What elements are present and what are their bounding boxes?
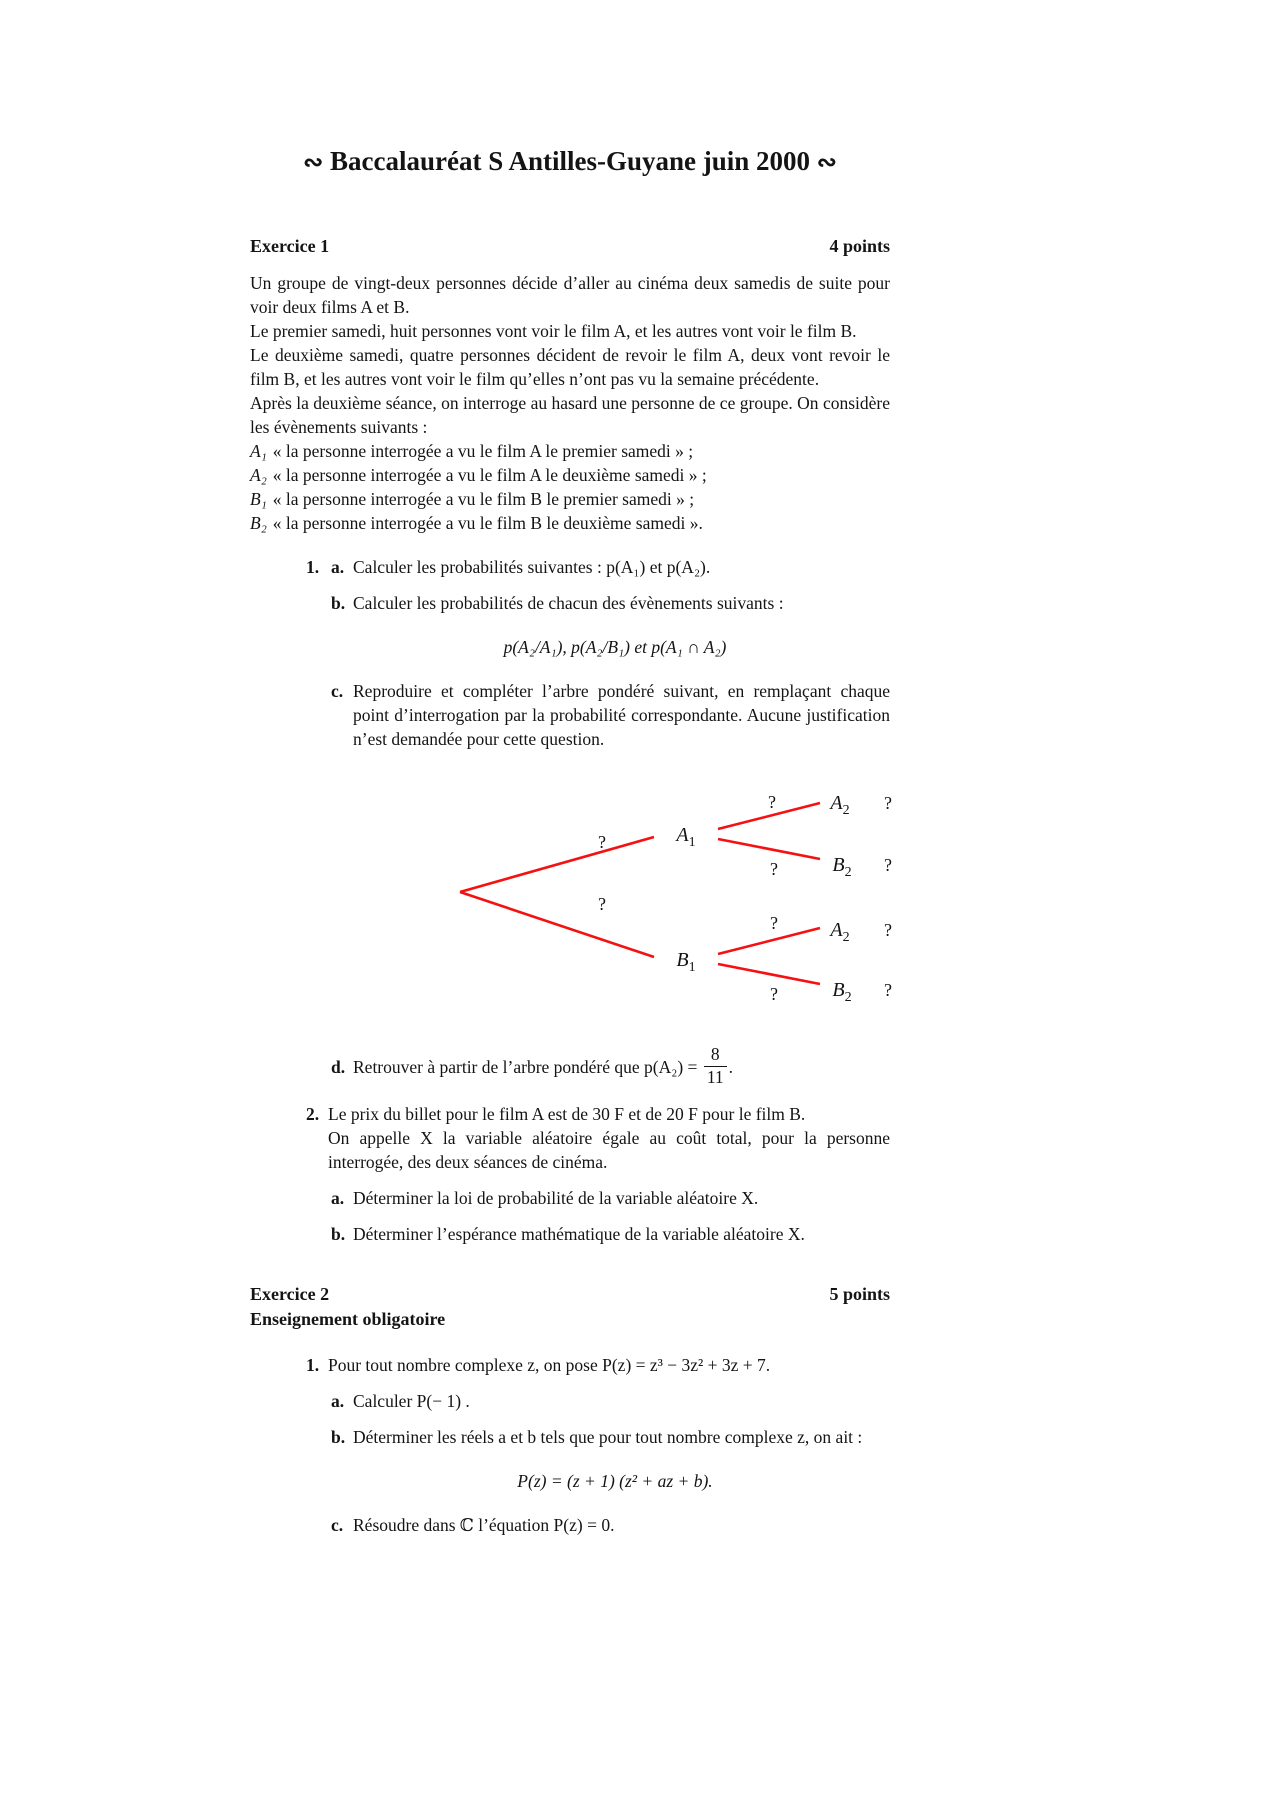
- item-text: Résoudre dans ℂ l’équation P(z) = 0.: [353, 1515, 615, 1535]
- ex2-item-1a: [331, 1389, 890, 1413]
- tree-svg: [430, 777, 910, 1012]
- fraction-8-11: [704, 1046, 727, 1086]
- question-mark-b1-a2: ?: [770, 913, 778, 933]
- question-mark-a1-a2: ?: [768, 792, 776, 812]
- intro-paragraph: Un groupe de vingt-deux personnes décide d’aller au cinéma deux samedis de suite pour voir deux films A et B.: [250, 273, 890, 317]
- event-label-a2: A₂: [250, 465, 267, 485]
- question-mark-root-b1: ?: [598, 894, 606, 914]
- exercise1-points: 4 points: [829, 236, 890, 256]
- event-label-a1: A₁: [250, 441, 267, 461]
- left-ornament-icon: ∾: [303, 150, 324, 176]
- branch-a1-b2: [718, 839, 820, 859]
- fraction-numerator: 8: [710, 1044, 720, 1064]
- item-text: [328, 1102, 890, 1174]
- item-letter: b.: [331, 593, 346, 613]
- question-mark-a1-b2: ?: [770, 859, 778, 879]
- item-text: Calculer les probabilités suivantes : p(A₁) et p(A₂).: [353, 557, 711, 577]
- event-definition-a1: [250, 439, 890, 463]
- item-text: Déterminer la loi de probabilité de la variable aléatoire X.: [353, 1188, 759, 1208]
- item-text: Pour tout nombre complexe z, on pose P(z) = z³ − 3z² + 3z + 7.: [328, 1355, 771, 1375]
- event-definition-a2: [250, 463, 890, 487]
- probability-tree-diagram: [430, 777, 910, 1012]
- item-number: 1.: [306, 557, 320, 577]
- item-text: [353, 1046, 890, 1086]
- event-definition-b2: [250, 511, 890, 535]
- intro-paragraph: Le premier samedi, huit personnes vont voir le film A, et les autres vont voir le film B.: [250, 321, 857, 341]
- tree-leaf-b2-bottom: $B_2$: [832, 979, 852, 1005]
- fraction-denominator: 11: [704, 1066, 727, 1087]
- item-2: [306, 1102, 890, 1174]
- item-letter: b.: [331, 1224, 346, 1244]
- question-mark-leaf-a2-lower: ?: [884, 920, 892, 940]
- item-text: Déterminer les réels a et b tels que pour tout nombre complexe z, on ait :: [353, 1427, 863, 1447]
- event-definition-b1: [250, 487, 890, 511]
- tree-leaf-a2-top: $A_2$: [830, 792, 850, 818]
- item-1c: [331, 679, 890, 751]
- ex2-item-1b: [331, 1425, 890, 1449]
- event-text: « la personne interrogée a vu le film B le deuxième samedi ».: [272, 513, 703, 533]
- exercise2-points: 5 points: [829, 1284, 890, 1304]
- event-text: « la personne interrogée a vu le film A le deuxième samedi » ;: [272, 465, 707, 485]
- item-text: Reproduire et compléter l’arbre pondéré suivant, en remplaçant chaque point d’interrogation par la probabilité correspondante. Aucune justification n’est demandée pour cette question.: [353, 681, 890, 749]
- item-text-before: Retrouver à partir de l’arbre pondéré que p(A₂) =: [353, 1056, 702, 1077]
- branch-b1-b2: [718, 964, 820, 984]
- question-mark-root-a1: ?: [598, 832, 606, 852]
- item-letter: a.: [331, 1391, 345, 1411]
- question-mark-b1-b2: ?: [770, 984, 778, 1004]
- tree-node-b1: $B_1$: [676, 949, 696, 975]
- item-1d: [331, 1046, 890, 1086]
- event-text: « la personne interrogée a vu le film B le premier samedi » ;: [272, 489, 695, 509]
- polynomial-factorisation-formula: P(z) = (z + 1) (z² + az + b).: [517, 1471, 713, 1491]
- item-letter: b.: [331, 1427, 346, 1447]
- item-text-after: .: [728, 1056, 734, 1077]
- probability-formula: p(A₂/A₁), p(A₂/B₁) et p(A₁ ∩ A₂): [503, 637, 727, 657]
- item-letter: a.: [331, 557, 345, 577]
- exercise1-heading: Exercice 1: [250, 236, 330, 256]
- exercise2-header: [250, 1282, 890, 1306]
- branch-root-a1: [460, 837, 654, 892]
- tree-leaf-a2-lower: $A_2$: [830, 919, 850, 945]
- item-letter: c.: [331, 681, 344, 701]
- question-mark-leaf-a2-top: ?: [884, 793, 892, 813]
- branch-b1-a2: [718, 928, 820, 954]
- page-title-text: Baccalauréat S Antilles-Guyane juin 2000: [329, 146, 810, 176]
- item-number: 2.: [306, 1104, 320, 1124]
- item-letter: c.: [331, 1515, 344, 1535]
- item-letter: d.: [331, 1056, 346, 1077]
- item-2-line1: Le prix du billet pour le film A est de 30 F et de 20 F pour le film B.: [328, 1104, 806, 1124]
- item-text: Déterminer l’espérance mathématique de la variable aléatoire X.: [353, 1224, 805, 1244]
- branch-root-b1: [460, 892, 654, 957]
- intro-paragraph: Le deuxième samedi, quatre personnes décident de revoir le film A, deux vont revoir le film B, et les autres vont voir le film qu’elles n’ont pas vu la semaine précédente.: [250, 345, 890, 389]
- event-label-b1: B₁: [250, 489, 267, 509]
- item-1a: [306, 555, 890, 579]
- item-text: Calculer les probabilités de chacun des évènements suivants :: [353, 593, 784, 613]
- question-mark-leaf-b2-upper: ?: [884, 855, 892, 875]
- ex2-item-1c: [331, 1513, 890, 1537]
- intro-paragraph: Après la deuxième séance, on interroge au hasard une personne de ce groupe. On considère les évènements suivants :: [250, 393, 890, 437]
- item-2a: [331, 1186, 890, 1210]
- exercise2-subheading: Enseignement obligatoire: [250, 1309, 446, 1329]
- item-2b: [331, 1222, 890, 1246]
- tree-node-a1: $A_1$: [676, 824, 696, 850]
- item-1b: [331, 591, 890, 615]
- item-2-line2: On appelle X la variable aléatoire égale au coût total, pour la personne interrogée, des deux séances de cinéma.: [328, 1128, 890, 1172]
- event-label-b2: B₂: [250, 513, 267, 533]
- text-column: [250, 146, 890, 1537]
- exercise2-heading: Exercice 2: [250, 1284, 330, 1304]
- item-text: Calculer P(− 1) .: [353, 1391, 470, 1411]
- item-number: 1.: [306, 1355, 320, 1375]
- page-title: [250, 146, 890, 178]
- ex2-item-1: [306, 1353, 890, 1377]
- right-ornament-icon: ∾: [816, 150, 837, 176]
- item-letter: a.: [331, 1188, 345, 1208]
- tree-leaf-b2-upper: $B_2$: [832, 854, 852, 880]
- exercise1-intro: [250, 271, 890, 535]
- exercise1-header: [250, 234, 890, 258]
- event-text: « la personne interrogée a vu le film A le premier samedi » ;: [272, 441, 694, 461]
- question-mark-leaf-b2-bottom: ?: [884, 980, 892, 1000]
